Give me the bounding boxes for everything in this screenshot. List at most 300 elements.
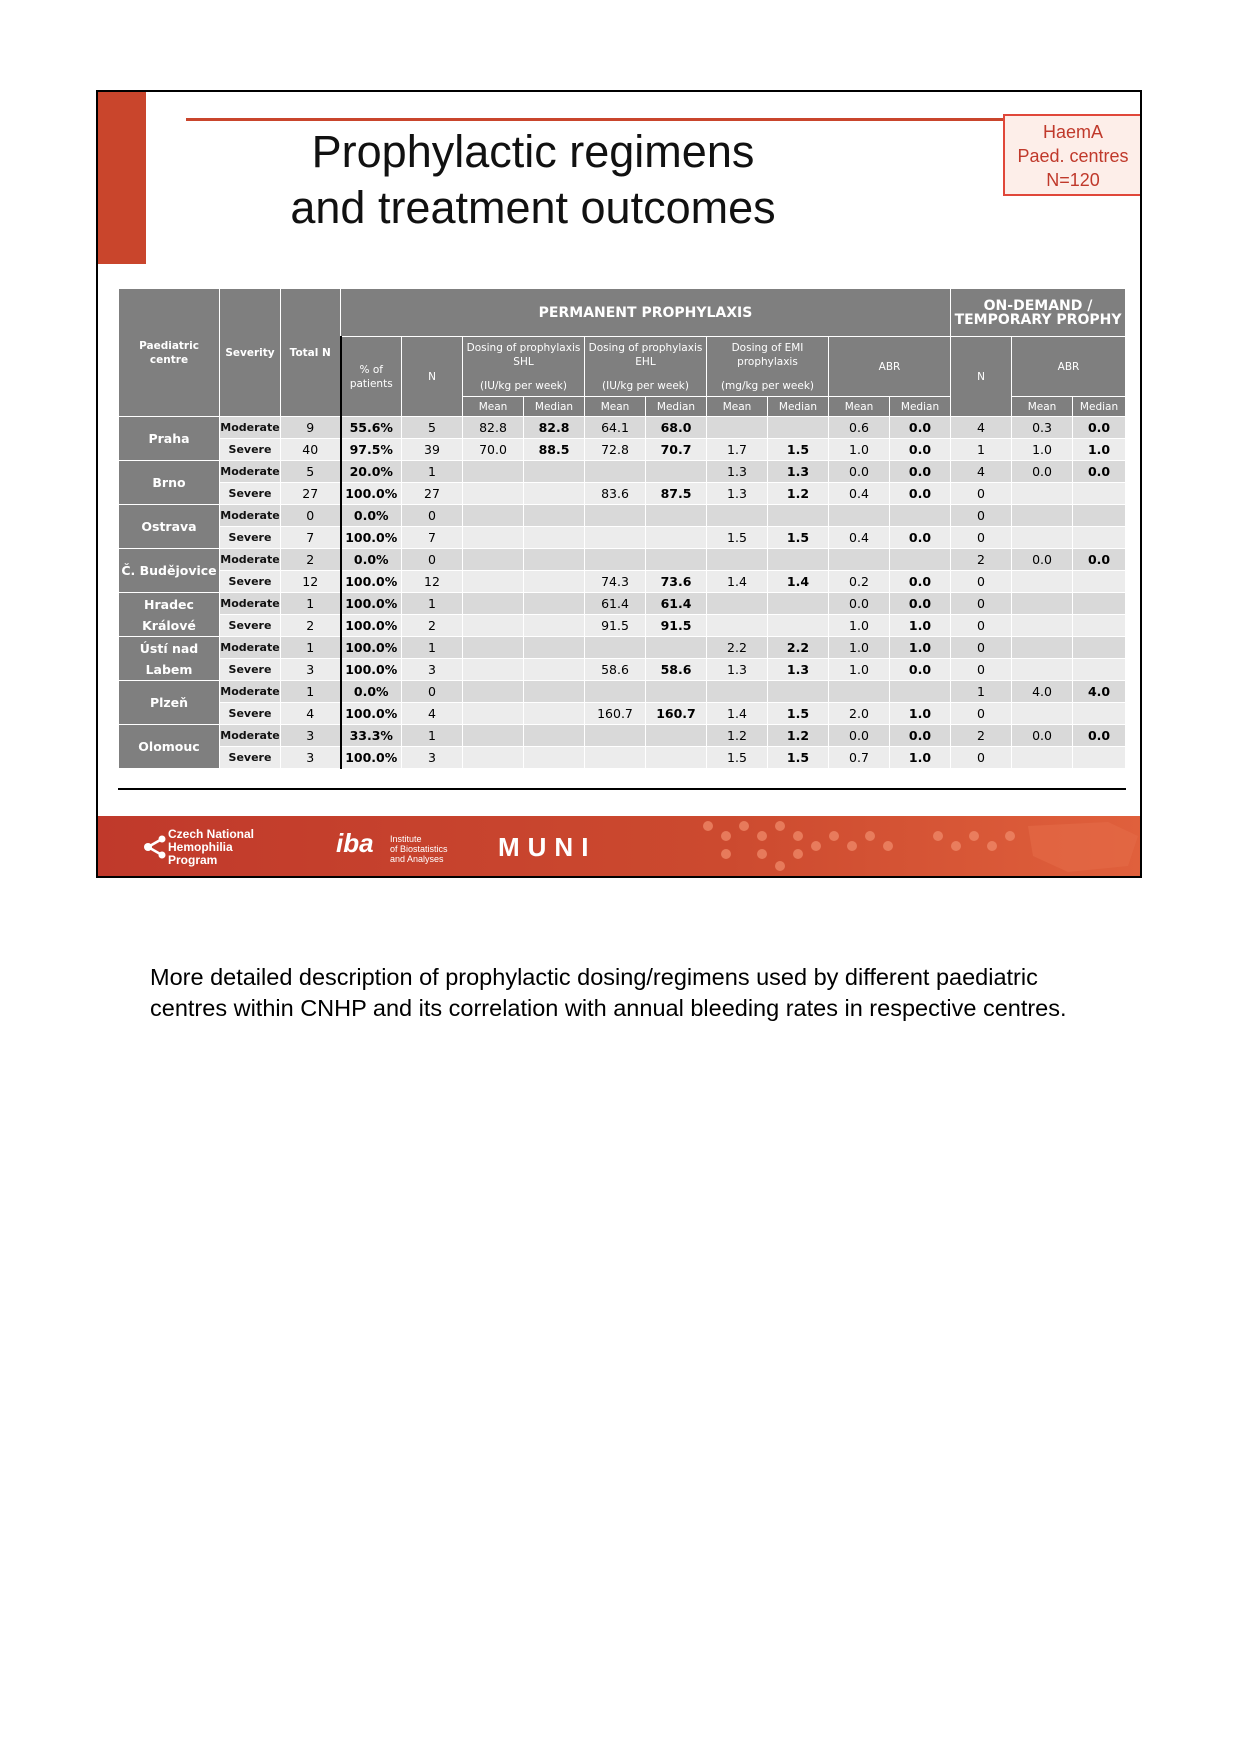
slide-title xyxy=(248,124,818,236)
severity-cell: Moderate xyxy=(220,725,281,747)
n-cell: 4 xyxy=(402,703,463,725)
pct-cell: 100.0% xyxy=(341,593,402,615)
table-bottom-rule xyxy=(118,788,1126,790)
shl-median-cell xyxy=(524,615,585,637)
od-n-cell: 0 xyxy=(951,483,1012,505)
table-row xyxy=(119,593,1126,615)
slide xyxy=(96,90,1142,878)
abr-mean-cell xyxy=(829,505,890,527)
total-cell: 0 xyxy=(281,505,341,527)
pct-cell: 100.0% xyxy=(341,483,402,505)
header-severity: Severity xyxy=(220,289,281,417)
severity-cell: Severe xyxy=(220,571,281,593)
emi-median-cell xyxy=(768,615,829,637)
n-cell: 3 xyxy=(402,747,463,769)
od-abr-median-cell xyxy=(1073,615,1126,637)
ehl-median-cell: 73.6 xyxy=(646,571,707,593)
emi-mean-cell: 1.4 xyxy=(707,703,768,725)
header-emi-label: Dosing of EMI prophylaxis xyxy=(731,341,804,368)
header-n: N xyxy=(402,337,463,417)
abr-mean-cell: 0.0 xyxy=(829,593,890,615)
n-cell: 1 xyxy=(402,461,463,483)
abr-median-cell: 0.0 xyxy=(890,417,951,439)
od-abr-mean-cell xyxy=(1012,527,1073,549)
header-abr-median: Median xyxy=(890,397,951,417)
n-cell: 39 xyxy=(402,439,463,461)
od-abr-median-cell xyxy=(1073,527,1126,549)
abr-mean-cell: 1.0 xyxy=(829,659,890,681)
abr-median-cell: 0.0 xyxy=(890,527,951,549)
shl-median-cell xyxy=(524,659,585,681)
emi-mean-cell xyxy=(707,681,768,703)
emi-mean-cell xyxy=(707,549,768,571)
emi-median-cell: 1.2 xyxy=(768,483,829,505)
od-abr-mean-cell xyxy=(1012,505,1073,527)
severity-cell: Moderate xyxy=(220,505,281,527)
shl-mean-cell xyxy=(463,593,524,615)
cnhp-logo-line-3: Program xyxy=(168,853,218,867)
emi-mean-cell: 1.7 xyxy=(707,439,768,461)
ehl-median-cell xyxy=(646,527,707,549)
ehl-mean-cell: 74.3 xyxy=(585,571,646,593)
abr-median-cell: 1.0 xyxy=(890,615,951,637)
emi-mean-cell: 1.3 xyxy=(707,659,768,681)
table-row xyxy=(119,725,1126,747)
shl-median-cell xyxy=(524,549,585,571)
emi-mean-cell: 1.2 xyxy=(707,725,768,747)
abr-mean-cell: 0.4 xyxy=(829,483,890,505)
od-abr-median-cell xyxy=(1073,637,1126,659)
abr-mean-cell: 1.0 xyxy=(829,637,890,659)
title-rule xyxy=(186,118,1106,121)
centre-cell: Olomouc xyxy=(119,725,220,769)
n-cell: 1 xyxy=(402,637,463,659)
total-cell: 3 xyxy=(281,725,341,747)
table-row xyxy=(119,483,1126,505)
outcomes-table xyxy=(118,288,1126,769)
od-n-cell: 1 xyxy=(951,439,1012,461)
od-abr-mean-cell xyxy=(1012,483,1073,505)
shl-mean-cell xyxy=(463,505,524,527)
n-cell: 0 xyxy=(402,505,463,527)
ehl-mean-cell: 72.8 xyxy=(585,439,646,461)
severity-cell: Severe xyxy=(220,483,281,505)
emi-mean-cell: 1.5 xyxy=(707,747,768,769)
total-cell: 2 xyxy=(281,549,341,571)
od-abr-median-cell xyxy=(1073,505,1126,527)
od-abr-mean-cell xyxy=(1012,747,1073,769)
od-n-cell: 0 xyxy=(951,527,1012,549)
centre-cell: Ostrava xyxy=(119,505,220,549)
emi-median-cell xyxy=(768,549,829,571)
header-pct: % of patients xyxy=(341,337,402,417)
severity-cell: Moderate xyxy=(220,461,281,483)
ehl-mean-cell xyxy=(585,637,646,659)
n-cell: 12 xyxy=(402,571,463,593)
od-n-cell: 4 xyxy=(951,461,1012,483)
header-total: Total N xyxy=(281,289,341,417)
pct-cell: 100.0% xyxy=(341,615,402,637)
total-cell: 3 xyxy=(281,747,341,769)
shl-mean-cell xyxy=(463,747,524,769)
emi-median-cell: 1.4 xyxy=(768,571,829,593)
ehl-median-cell: 87.5 xyxy=(646,483,707,505)
header-emi-unit: (mg/kg per week) xyxy=(720,379,815,392)
shl-median-cell xyxy=(524,527,585,549)
severity-cell: Severe xyxy=(220,747,281,769)
ehl-mean-cell xyxy=(585,527,646,549)
abr-mean-cell: 0.0 xyxy=(829,461,890,483)
centre-cell: Č. Budějovice xyxy=(119,549,220,593)
od-n-cell: 0 xyxy=(951,703,1012,725)
table-row xyxy=(119,549,1126,571)
shl-median-cell xyxy=(524,461,585,483)
pct-cell: 100.0% xyxy=(341,571,402,593)
severity-cell: Moderate xyxy=(220,417,281,439)
table-row xyxy=(119,461,1126,483)
header-ehl-median: Median xyxy=(646,397,707,417)
shl-mean-cell xyxy=(463,483,524,505)
od-n-cell: 2 xyxy=(951,725,1012,747)
od-abr-mean-cell xyxy=(1012,593,1073,615)
header-ondemand: ON-DEMAND / TEMPORARY PROPHY xyxy=(951,289,1126,337)
emi-median-cell: 1.5 xyxy=(768,703,829,725)
od-abr-mean-cell xyxy=(1012,571,1073,593)
centre-cell: Plzeň xyxy=(119,681,220,725)
ehl-mean-cell: 64.1 xyxy=(585,417,646,439)
emi-median-cell: 1.5 xyxy=(768,439,829,461)
abr-mean-cell: 1.0 xyxy=(829,615,890,637)
centre-cell: Brno xyxy=(119,461,220,505)
total-cell: 4 xyxy=(281,703,341,725)
abr-mean-cell: 2.0 xyxy=(829,703,890,725)
od-abr-median-cell: 4.0 xyxy=(1073,681,1126,703)
od-n-cell: 0 xyxy=(951,571,1012,593)
header-ehl-unit: (IU/kg per week) xyxy=(602,379,689,392)
header-ehl-label: Dosing of prophylaxis EHL xyxy=(588,341,703,368)
n-cell: 1 xyxy=(402,593,463,615)
severity-cell: Severe xyxy=(220,615,281,637)
od-abr-mean-cell: 0.0 xyxy=(1012,725,1073,747)
table-row xyxy=(119,505,1126,527)
ehl-median-cell: 91.5 xyxy=(646,615,707,637)
pct-cell: 20.0% xyxy=(341,461,402,483)
pct-cell: 0.0% xyxy=(341,549,402,571)
molecule-decoration xyxy=(688,816,1142,876)
od-abr-mean-cell: 1.0 xyxy=(1012,439,1073,461)
iba-logo-subtitle xyxy=(390,834,448,864)
od-abr-mean-cell: 4.0 xyxy=(1012,681,1073,703)
emi-median-cell: 1.5 xyxy=(768,747,829,769)
pct-cell: 55.6% xyxy=(341,417,402,439)
iba-sub-line-3: and Analyses xyxy=(390,854,444,864)
od-abr-median-cell: 1.0 xyxy=(1073,439,1126,461)
emi-median-cell xyxy=(768,681,829,703)
total-cell: 1 xyxy=(281,637,341,659)
shl-mean-cell xyxy=(463,703,524,725)
severity-cell: Severe xyxy=(220,527,281,549)
table-body xyxy=(119,417,1126,769)
od-abr-median-cell: 0.0 xyxy=(1073,549,1126,571)
n-cell: 3 xyxy=(402,659,463,681)
od-abr-median-cell xyxy=(1073,571,1126,593)
slide-note: More detailed description of prophylactic dosing/regimens used by different paediatric centres within CNHP and its correlation with annual bleeding rates in respective centres. xyxy=(150,964,1067,1021)
iba-logo: iba xyxy=(336,828,374,858)
shl-median-cell xyxy=(524,747,585,769)
od-abr-mean-cell xyxy=(1012,637,1073,659)
ehl-median-cell: 70.7 xyxy=(646,439,707,461)
total-cell: 7 xyxy=(281,527,341,549)
footer-band xyxy=(98,816,1142,876)
shl-median-cell xyxy=(524,681,585,703)
header-permanent: PERMANENT PROPHYLAXIS xyxy=(341,289,951,337)
n-cell: 7 xyxy=(402,527,463,549)
abr-median-cell: 0.0 xyxy=(890,571,951,593)
ehl-mean-cell xyxy=(585,681,646,703)
abr-mean-cell: 1.0 xyxy=(829,439,890,461)
emi-median-cell xyxy=(768,505,829,527)
cnhp-logo-icon xyxy=(142,834,168,860)
title-line-1: Prophylactic regimens xyxy=(311,126,755,177)
emi-mean-cell: 2.2 xyxy=(707,637,768,659)
centre-cell: Ústí nad Labem xyxy=(119,637,220,681)
od-n-cell: 1 xyxy=(951,681,1012,703)
shl-median-cell xyxy=(524,571,585,593)
ehl-mean-cell: 83.6 xyxy=(585,483,646,505)
n-cell: 2 xyxy=(402,615,463,637)
pct-cell: 0.0% xyxy=(341,681,402,703)
abr-median-cell: 0.0 xyxy=(890,659,951,681)
od-n-cell: 4 xyxy=(951,417,1012,439)
emi-mean-cell xyxy=(707,615,768,637)
total-cell: 9 xyxy=(281,417,341,439)
total-cell: 5 xyxy=(281,461,341,483)
header-shl-mean: Mean xyxy=(463,397,524,417)
header-od-n: N xyxy=(951,337,1012,417)
cohort-badge xyxy=(1003,114,1142,196)
od-n-cell: 0 xyxy=(951,659,1012,681)
shl-mean-cell: 82.8 xyxy=(463,417,524,439)
od-n-cell: 0 xyxy=(951,747,1012,769)
od-abr-median-cell xyxy=(1073,593,1126,615)
n-cell: 1 xyxy=(402,725,463,747)
badge-line-2: Paed. centres xyxy=(1017,146,1129,166)
ehl-median-cell xyxy=(646,637,707,659)
shl-median-cell xyxy=(524,505,585,527)
n-cell: 0 xyxy=(402,681,463,703)
pct-cell: 100.0% xyxy=(341,637,402,659)
abr-median-cell xyxy=(890,505,951,527)
pct-cell: 97.5% xyxy=(341,439,402,461)
od-n-cell: 0 xyxy=(951,615,1012,637)
header-shl xyxy=(463,337,585,397)
ehl-median-cell xyxy=(646,747,707,769)
abr-median-cell: 0.0 xyxy=(890,725,951,747)
abr-median-cell: 0.0 xyxy=(890,593,951,615)
abr-median-cell: 0.0 xyxy=(890,483,951,505)
od-abr-mean-cell: 0.3 xyxy=(1012,417,1073,439)
emi-median-cell: 1.2 xyxy=(768,725,829,747)
header-ehl xyxy=(585,337,707,397)
abr-median-cell: 0.0 xyxy=(890,461,951,483)
abr-median-cell xyxy=(890,549,951,571)
total-cell: 27 xyxy=(281,483,341,505)
ehl-mean-cell: 91.5 xyxy=(585,615,646,637)
shl-median-cell xyxy=(524,483,585,505)
abr-median-cell: 0.0 xyxy=(890,439,951,461)
shl-mean-cell xyxy=(463,659,524,681)
header-abr-mean: Mean xyxy=(829,397,890,417)
header-od-abr-mean: Mean xyxy=(1012,397,1073,417)
ehl-mean-cell xyxy=(585,461,646,483)
ehl-median-cell: 61.4 xyxy=(646,593,707,615)
ehl-mean-cell: 61.4 xyxy=(585,593,646,615)
table-row xyxy=(119,747,1126,769)
severity-cell: Severe xyxy=(220,659,281,681)
total-cell: 1 xyxy=(281,681,341,703)
table-row xyxy=(119,615,1126,637)
abr-median-cell: 1.0 xyxy=(890,747,951,769)
shl-mean-cell xyxy=(463,461,524,483)
header-emi-mean: Mean xyxy=(707,397,768,417)
pct-cell: 100.0% xyxy=(341,659,402,681)
abr-median-cell xyxy=(890,681,951,703)
abr-mean-cell: 0.2 xyxy=(829,571,890,593)
od-abr-median-cell: 0.0 xyxy=(1073,725,1126,747)
ehl-median-cell: 160.7 xyxy=(646,703,707,725)
od-abr-median-cell xyxy=(1073,483,1126,505)
emi-mean-cell xyxy=(707,505,768,527)
pct-cell: 33.3% xyxy=(341,725,402,747)
shl-median-cell xyxy=(524,725,585,747)
emi-median-cell xyxy=(768,593,829,615)
emi-median-cell xyxy=(768,417,829,439)
od-abr-median-cell xyxy=(1073,659,1126,681)
table-row xyxy=(119,703,1126,725)
abr-mean-cell xyxy=(829,549,890,571)
emi-mean-cell: 1.3 xyxy=(707,461,768,483)
shl-median-cell xyxy=(524,703,585,725)
shl-mean-cell xyxy=(463,527,524,549)
cnhp-logo-line-1: Czech National xyxy=(168,827,255,841)
od-n-cell: 0 xyxy=(951,593,1012,615)
header-centre: Paediatric centre xyxy=(119,289,220,417)
total-cell: 1 xyxy=(281,593,341,615)
total-cell: 3 xyxy=(281,659,341,681)
shl-mean-cell xyxy=(463,725,524,747)
total-cell: 12 xyxy=(281,571,341,593)
iba-sub-line-2: of Biostatistics xyxy=(390,844,448,854)
emi-mean-cell xyxy=(707,417,768,439)
emi-median-cell: 1.3 xyxy=(768,461,829,483)
total-cell: 40 xyxy=(281,439,341,461)
ehl-median-cell: 68.0 xyxy=(646,417,707,439)
abr-median-cell: 1.0 xyxy=(890,703,951,725)
ehl-median-cell xyxy=(646,549,707,571)
shl-mean-cell xyxy=(463,681,524,703)
ehl-median-cell xyxy=(646,725,707,747)
header-emi xyxy=(707,337,829,397)
header-shl-label: Dosing of prophylaxis SHL xyxy=(466,341,581,368)
n-cell: 5 xyxy=(402,417,463,439)
emi-median-cell: 2.2 xyxy=(768,637,829,659)
ehl-mean-cell xyxy=(585,747,646,769)
shl-mean-cell xyxy=(463,571,524,593)
pct-cell: 100.0% xyxy=(341,527,402,549)
od-abr-mean-cell xyxy=(1012,659,1073,681)
accent-bar xyxy=(98,92,146,264)
centre-cell: Praha xyxy=(119,417,220,461)
severity-cell: Moderate xyxy=(220,549,281,571)
od-abr-mean-cell: 0.0 xyxy=(1012,549,1073,571)
shl-median-cell: 82.8 xyxy=(524,417,585,439)
table-row xyxy=(119,439,1126,461)
n-cell: 27 xyxy=(402,483,463,505)
pct-cell: 100.0% xyxy=(341,703,402,725)
muni-logo: MUNI xyxy=(498,832,597,862)
ehl-mean-cell xyxy=(585,725,646,747)
emi-mean-cell xyxy=(707,593,768,615)
ehl-median-cell xyxy=(646,505,707,527)
table-row xyxy=(119,681,1126,703)
abr-mean-cell: 0.6 xyxy=(829,417,890,439)
shl-mean-cell: 70.0 xyxy=(463,439,524,461)
table-row xyxy=(119,527,1126,549)
table-row xyxy=(119,417,1126,439)
od-abr-mean-cell xyxy=(1012,615,1073,637)
table-row xyxy=(119,659,1126,681)
od-abr-mean-cell xyxy=(1012,703,1073,725)
od-abr-median-cell: 0.0 xyxy=(1073,417,1126,439)
cnhp-logo-text xyxy=(168,828,254,867)
abr-mean-cell: 0.7 xyxy=(829,747,890,769)
badge-line-1: HaemA xyxy=(1042,122,1104,142)
od-n-cell: 0 xyxy=(951,637,1012,659)
table-row xyxy=(119,637,1126,659)
shl-median-cell xyxy=(524,593,585,615)
ehl-median-cell: 58.6 xyxy=(646,659,707,681)
od-n-cell: 0 xyxy=(951,505,1012,527)
pct-cell: 100.0% xyxy=(341,747,402,769)
cnhp-logo-line-2: Hemophilia xyxy=(168,840,233,854)
header-od-abr: ABR xyxy=(1012,337,1126,397)
centre-cell: Hradec Králové xyxy=(119,593,220,637)
od-n-cell: 2 xyxy=(951,549,1012,571)
abr-mean-cell: 0.0 xyxy=(829,725,890,747)
emi-mean-cell: 1.3 xyxy=(707,483,768,505)
shl-median-cell: 88.5 xyxy=(524,439,585,461)
header-shl-unit: (IU/kg per week) xyxy=(480,379,567,392)
header-ehl-mean: Mean xyxy=(585,397,646,417)
header-abr: ABR xyxy=(829,337,951,397)
abr-mean-cell: 0.4 xyxy=(829,527,890,549)
emi-mean-cell: 1.5 xyxy=(707,527,768,549)
od-abr-mean-cell: 0.0 xyxy=(1012,461,1073,483)
total-cell: 2 xyxy=(281,615,341,637)
abr-mean-cell xyxy=(829,681,890,703)
emi-median-cell: 1.5 xyxy=(768,527,829,549)
ehl-median-cell xyxy=(646,681,707,703)
header-od-abr-median: Median xyxy=(1073,397,1126,417)
shl-mean-cell xyxy=(463,615,524,637)
table-row xyxy=(119,571,1126,593)
ehl-mean-cell xyxy=(585,549,646,571)
iba-sub-line-1: Institute xyxy=(390,834,422,844)
abr-median-cell: 1.0 xyxy=(890,637,951,659)
severity-cell: Severe xyxy=(220,439,281,461)
od-abr-median-cell xyxy=(1073,747,1126,769)
pct-cell: 0.0% xyxy=(341,505,402,527)
